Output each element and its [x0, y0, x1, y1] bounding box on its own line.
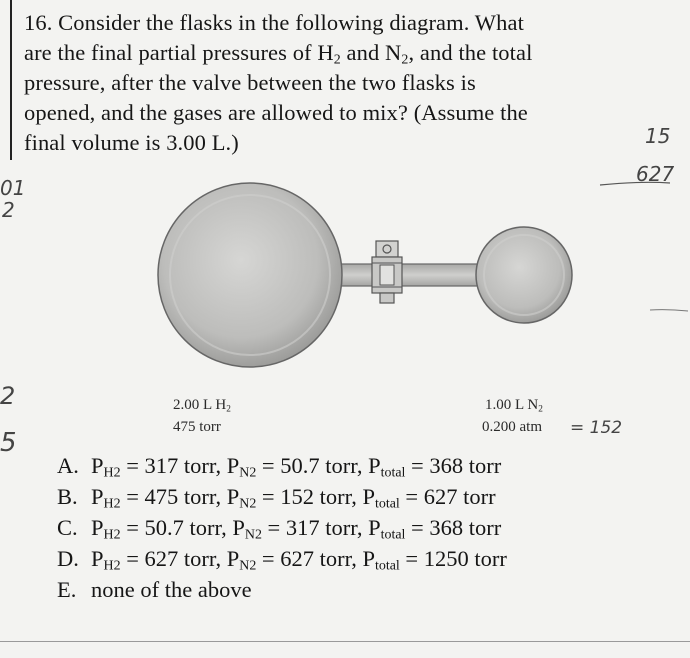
question-line-1: 16. Consider the flasks in the following diagram. What [24, 10, 524, 35]
question-number: 16. [24, 10, 53, 35]
left-flask [158, 183, 342, 367]
connecting-tube [330, 264, 480, 286]
choice-d: D. $P_{H2} = 627$ torr, $P_{N2} = 627$ torr, $P_{total} = 1250$ torr [57, 546, 507, 574]
question-text [24, 8, 674, 158]
choice-b: B. $P_{H2} = 475$ torr, $P_{N2} = 152$ torr, $P_{total} = 627$ torr [57, 484, 496, 512]
choice-list [57, 450, 507, 574]
right-flask [476, 227, 572, 323]
handwritten-mark-left-2: 2 [2, 198, 15, 222]
question-line-2: are the final partial pressures of $H_2$ and $N_2$, and the total [24, 40, 533, 68]
right-flask-pressure: 0.200 atm [482, 419, 542, 435]
question-line-3: pressure, after the valve between the two flasks is [24, 70, 476, 95]
flask-diagram [0, 165, 690, 395]
left-flask-pressure: 475 torr [173, 419, 221, 435]
choice-a: A. $P_{H2} = 317$ torr, $P_{N2} = 50.7$ torr, $P_{total} = 368$ torr [57, 453, 502, 481]
choice-e: E. none of the above [57, 577, 252, 602]
handwritten-mark-left-3: 2 [0, 382, 16, 410]
handwritten-mark-left-1: 01 [0, 176, 26, 200]
handwritten-mark-left-4: 5 [0, 428, 17, 458]
valve [372, 241, 402, 303]
margin-rule [10, 0, 12, 160]
handwritten-mark-top-right: 15 [645, 124, 671, 148]
choice-c: C. $P_{H2} = 50.7$ torr, $P_{N2} = 317$ torr, $P_{total} = 368$ torr [57, 515, 502, 543]
bottom-rule [0, 641, 690, 642]
right-flask-volume: 1.00 L $N_2$ [485, 397, 543, 415]
handwritten-mark-627: 627 [636, 162, 675, 186]
answer-choices [57, 450, 507, 605]
question-line-4: opened, and the gases are allowed to mix? (Assume the [24, 100, 528, 125]
question-line-5: final volume is 3.00 L.) [24, 130, 239, 155]
left-flask-volume: 2.00 L $H_2$ [173, 397, 231, 415]
handwritten-annotation: = 152 [570, 418, 623, 438]
